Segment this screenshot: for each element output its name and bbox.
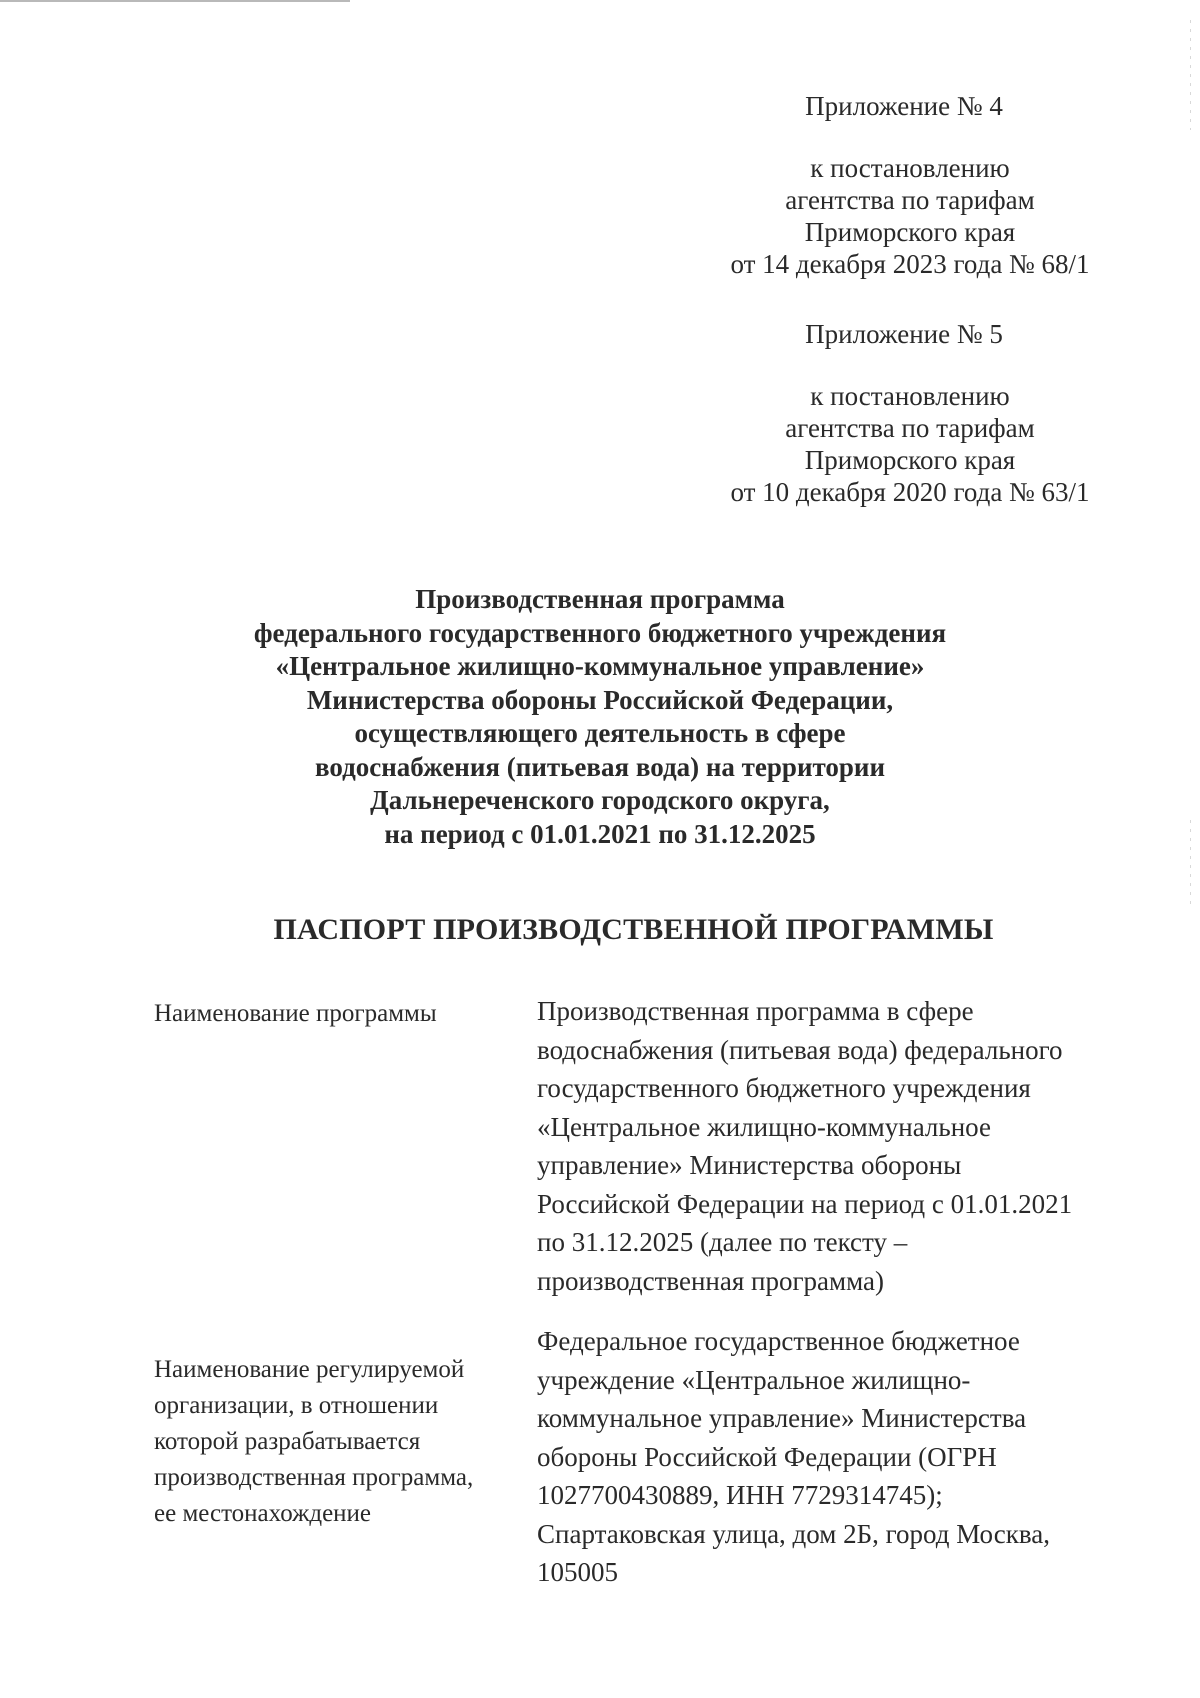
title-line: Производственная программа — [415, 584, 785, 614]
label-line: организации, в отношении — [154, 1392, 439, 1419]
title-line: Дальнереченского городского округа, — [370, 785, 830, 815]
passport-row-label — [154, 1352, 524, 1532]
label-line: Наименование программы — [154, 1000, 437, 1027]
title-line: «Центральное жилищно-коммунальное управление» — [275, 651, 925, 681]
value-line: производственная программа) — [537, 1265, 884, 1296]
value-line: Спартаковская улица, дом 2Б, город Москва, — [537, 1518, 1050, 1549]
appendix-original-line: от 10 декабря 2020 года № 63/1 — [730, 477, 1090, 507]
value-line: «Центральное жилищно-коммунальное — [537, 1111, 991, 1142]
value-line: Российской Федерации на период с 01.01.2021 — [537, 1188, 1073, 1219]
appendix-original-line: к постановлению — [810, 381, 1010, 411]
value-line: по 31.12.2025 (далее по тексту – — [537, 1227, 908, 1257]
value-line: коммунальное управление» Министерства — [537, 1403, 1027, 1433]
passport-row-value — [537, 1322, 1137, 1592]
title-line: водоснабжения (питьевая вода) на территории — [314, 751, 886, 782]
label-line: Наименование регулируемой — [154, 1356, 465, 1383]
appendix-current-number: Приложение № 4 — [805, 91, 1003, 121]
appendix-original-number: Приложение № 5 — [805, 319, 1003, 349]
appendix-current-block — [720, 90, 1100, 280]
appendix-current-line: от 14 декабря 2023 года № 68/1 — [730, 249, 1090, 279]
value-line: 1027700430889, ИНН 7729314745); — [537, 1480, 943, 1510]
appendix-current-line: Приморского края — [804, 217, 1016, 247]
program-title — [0, 583, 1200, 851]
value-line: учреждение «Центральное жилищно- — [537, 1364, 971, 1395]
value-line: обороны Российской Федерации (ОГРН — [537, 1441, 997, 1472]
label-line: производственная программа, — [154, 1464, 474, 1491]
label-line: которой разрабатывается — [154, 1428, 421, 1455]
appendix-original-line: агентства по тарифам — [785, 413, 1035, 443]
scan-edge-marks — [1190, 20, 1191, 130]
scan-edge-line — [0, 0, 350, 2]
appendix-original-block — [720, 318, 1100, 508]
passport-heading: ПАСПОРТ ПРОИЗВОДСТВЕННОЙ ПРОГРАММЫ — [273, 913, 994, 946]
title-line: осуществляющего деятельность в сфере — [354, 718, 846, 748]
label-line: ее местонахождение — [154, 1500, 372, 1527]
passport-row-label — [154, 996, 524, 1032]
value-line: Производственная программа в сфере — [537, 996, 974, 1026]
value-line: 105005 — [537, 1557, 618, 1587]
value-line: государственного бюджетного учреждения — [537, 1073, 1031, 1103]
appendix-current-line: к постановлению — [810, 153, 1010, 183]
title-line: федерального государственного бюджетного учреждения — [253, 617, 947, 648]
appendix-current-line: агентства по тарифам — [785, 185, 1035, 215]
value-line: Федеральное государственное бюджетное — [537, 1326, 1020, 1356]
appendix-original-line: Приморского края — [804, 445, 1016, 475]
value-line: водоснабжения (питьевая вода) федерального — [537, 1034, 1063, 1065]
value-line: управление» Министерства обороны — [537, 1150, 962, 1180]
passport-row-value — [537, 992, 1137, 1300]
title-line: на период с 01.01.2021 по 31.12.2025 — [384, 818, 816, 849]
title-line: Министерства обороны Российской Федерации, — [306, 684, 894, 715]
